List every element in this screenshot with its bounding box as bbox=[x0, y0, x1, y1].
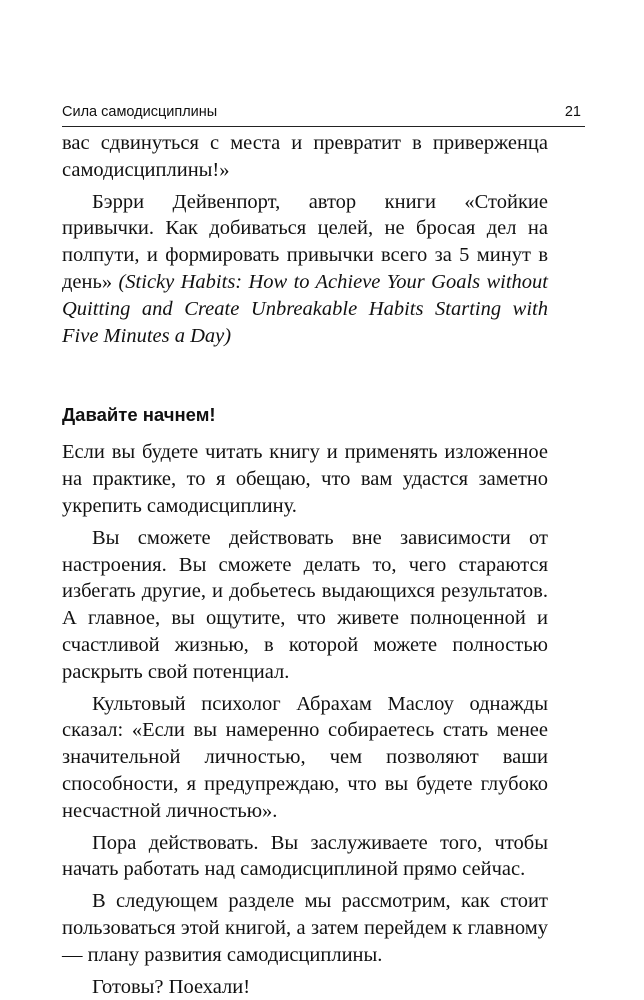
page-body bbox=[62, 130, 548, 1000]
running-title: Сила самодисциплины bbox=[62, 104, 218, 120]
running-header bbox=[62, 100, 585, 127]
section-heading: Давайте начнем! bbox=[62, 404, 216, 426]
body-paragraph-3: Культовый психолог Абрахам Маслоу однажды сказал: «Если вы намеренно собираетесь стать менее значительной личностью, чем позволяют ваши способности, я предупреждаю, что вы будете глубоко несчастной личностью». bbox=[62, 692, 548, 822]
quote-attribution-original-title: (Sticky Habits: How to Achieve Your Goals without Quitting and Create Unbreakable Habits Starting with Five Minutes a Day) bbox=[62, 270, 548, 347]
page-number: 21 bbox=[564, 104, 581, 120]
quote-attribution bbox=[62, 189, 548, 350]
quote-continuation: вас сдвинуться с места и превратит в приверженца самодисциплины!» bbox=[62, 132, 548, 181]
quote-attribution-text: Бэрри Дейвенпорт, автор книги «Стойкие привычки. Как добиваться целей, не бросая дел на полпути, и формировать привычки всего за 5 минут в день» bbox=[62, 190, 548, 293]
body-paragraph-6: Готовы? Поехали! bbox=[92, 975, 251, 998]
body-paragraph-5: В следующем разделе мы рассмотрим, как стоит пользоваться этой книгой, а затем перейдем к главному — плану развития самодисциплины. bbox=[62, 890, 548, 966]
body-paragraph-4: Пора действовать. Вы заслуживаете того, чтобы начать работать над самодисциплиной прямо сейчас. bbox=[62, 831, 548, 881]
body-paragraph-1: Если вы будете читать книгу и применять изложенное на практике, то я обещаю, что вам удастся заметно укрепить самодисциплину. bbox=[62, 441, 548, 517]
body-paragraph-2: Вы сможете действовать вне зависимости от настроения. Вы сможете делать то, чего стараются избегать другие, и добьетесь выдающихся результатов. А главное, вы ощутите, что живете полноценной и счастливой жизнью, в которой можете полностью раскрыть свой потенциал. bbox=[62, 526, 548, 683]
